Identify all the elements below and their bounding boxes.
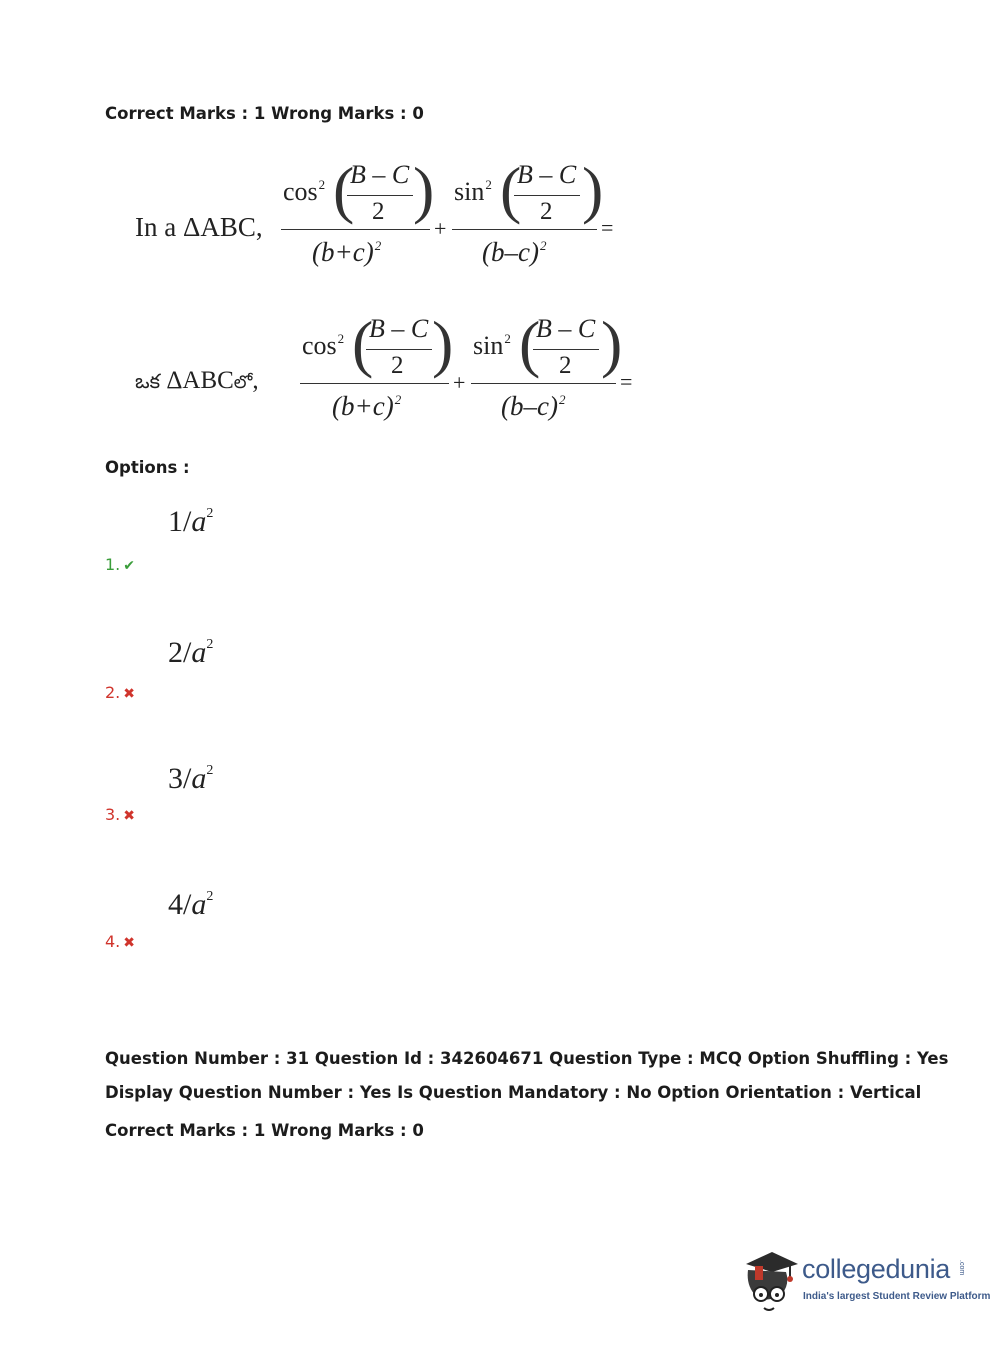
inner-fraction-line <box>533 349 599 350</box>
option-expression: $3/a^2$ <box>168 762 214 795</box>
logo-name: collegedunia <box>802 1254 951 1284</box>
left-paren: ( <box>352 308 374 379</box>
plus-sign: + <box>453 370 466 395</box>
numerator-bc: B – C <box>517 160 577 189</box>
left-paren: ( <box>500 154 522 225</box>
fraction-line <box>471 383 616 384</box>
collegedunia-logo[interactable] <box>742 1250 991 1316</box>
check-icon: ✔ <box>123 558 135 574</box>
inner-denominator: 2 <box>372 198 385 225</box>
mascot-icon <box>742 1250 800 1316</box>
denominator-b-minus-c: $(b-c)^2$ <box>501 391 566 421</box>
numerator-bc: B – C <box>536 314 596 343</box>
logo-tagline: India's largest Student Review Platform <box>803 1291 991 1302</box>
cross-icon: ✖ <box>123 935 135 951</box>
left-paren: ( <box>333 154 355 225</box>
option-expression: $1/a^2$ <box>168 505 214 538</box>
next-question-marks: Correct Marks : 1 Wrong Marks : 0 <box>105 1121 424 1140</box>
numerator-bc: B – C <box>369 314 429 343</box>
logo-suffix: .com <box>958 1260 965 1276</box>
numerator-bc: B – C <box>350 160 410 189</box>
equals-sign: = <box>601 215 614 240</box>
option-expression: $4/a^2$ <box>168 888 214 921</box>
inner-fraction-line <box>347 195 413 196</box>
options-label: Options : <box>105 458 190 477</box>
cos-function: $\cos^2$ <box>302 331 345 360</box>
inner-denominator: 2 <box>391 352 404 379</box>
right-paren: ) <box>601 308 623 379</box>
denominator-b-minus-c: $(b-c)^2$ <box>482 237 547 267</box>
question-prefix-english: In a ΔABC, <box>135 212 263 242</box>
cos-function: $\cos^2$ <box>283 177 326 206</box>
option-expression: $2/a^2$ <box>168 636 214 669</box>
fraction-line <box>281 229 430 230</box>
option-number: 2. ✖ <box>105 683 135 702</box>
right-paren: ) <box>413 154 435 225</box>
option-number: 3. ✖ <box>105 805 135 824</box>
option-number: 4. ✖ <box>105 932 135 951</box>
right-paren: ) <box>582 154 604 225</box>
fraction-line <box>300 383 449 384</box>
question-prefix-telugu: ఒక ΔABCలో, <box>135 367 259 394</box>
cross-icon: ✖ <box>123 808 135 824</box>
right-paren: ) <box>432 308 454 379</box>
cross-icon: ✖ <box>123 686 135 702</box>
inner-fraction-line <box>366 349 432 350</box>
denominator-b-plus-c: $(b+c)^2$ <box>332 391 402 421</box>
next-question-settings: Display Question Number : Yes Is Question Mandatory : No Option Orientation : Vertical <box>105 1083 922 1102</box>
inner-fraction-line <box>514 195 580 196</box>
inner-denominator: 2 <box>540 198 553 225</box>
denominator-b-plus-c: $(b+c)^2$ <box>312 237 382 267</box>
equals-sign: = <box>620 369 633 394</box>
plus-sign: + <box>434 216 447 241</box>
fraction-line <box>452 229 597 230</box>
inner-denominator: 2 <box>559 352 572 379</box>
sin-function: $\sin^2$ <box>454 177 492 206</box>
marks-line: Correct Marks : 1 Wrong Marks : 0 <box>105 104 424 123</box>
left-paren: ( <box>519 308 541 379</box>
sin-function: $\sin^2$ <box>473 331 511 360</box>
option-number: 1. ✔ <box>105 555 135 574</box>
next-question-info: Question Number : 31 Question Id : 342604671 Question Type : MCQ Option Shuffling : Yes <box>105 1049 949 1068</box>
